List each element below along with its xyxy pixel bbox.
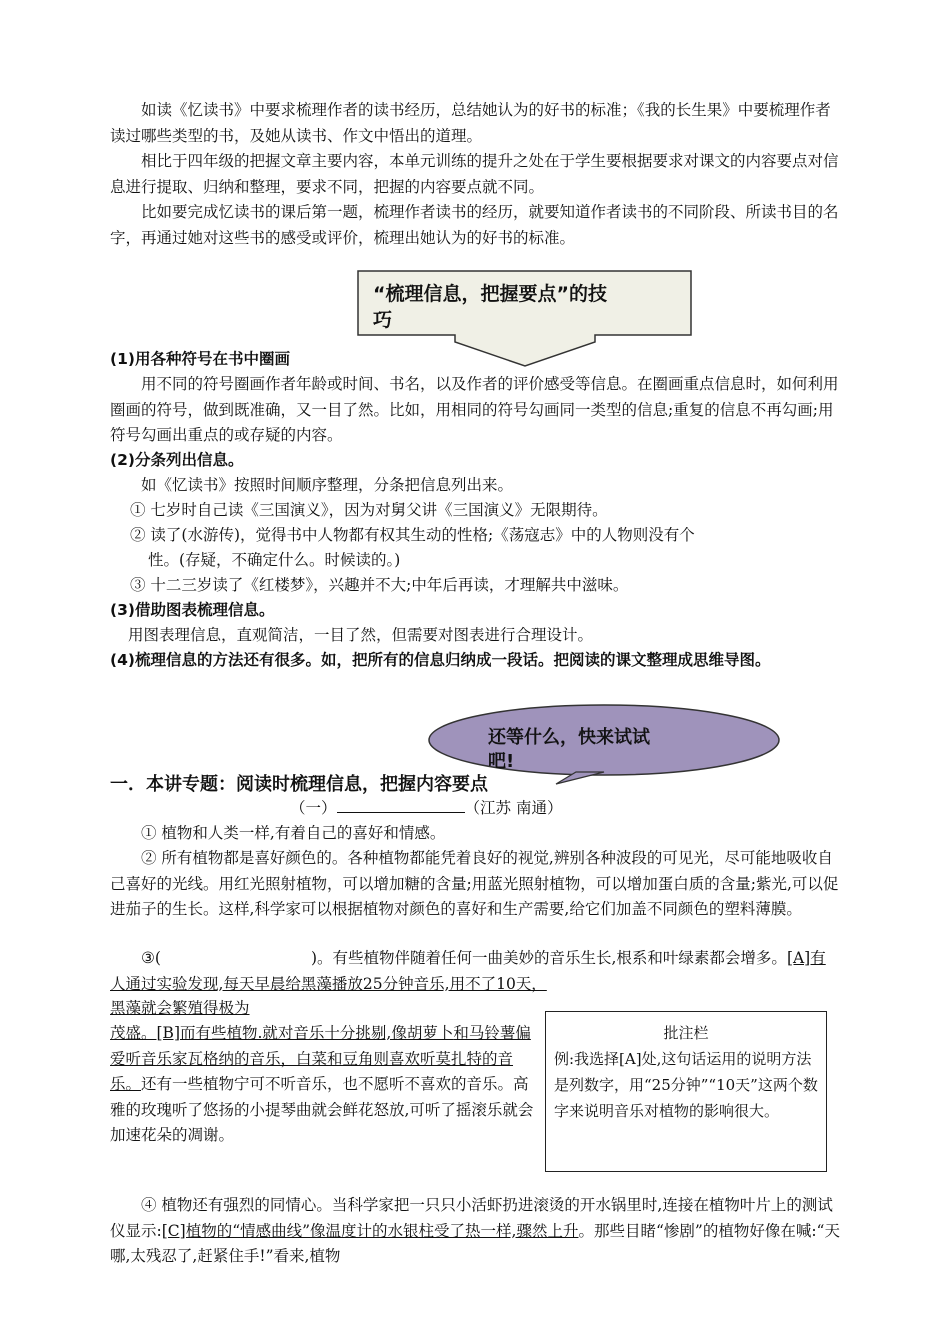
marked-sentence-a1: [A]有人通过实验发现,每天早晨给黑藻播放25分钟音乐,用不了10天， (110, 949, 826, 993)
paragraph-3-rest: 还有一些植物宁可不听音乐，也不愿听不喜欢的音乐。高雅的玫瑰听了悠扬的小提琴曲就会鲜花怒放,可听了摇滚乐就会加速花朵的凋谢。 (110, 1075, 534, 1144)
speech-bubble-line2: 吧! (488, 751, 515, 772)
arrow-callout-title (373, 281, 698, 333)
tip-heading-3: (3)借助图表梳理信息。 (110, 601, 275, 619)
intro-paragraph-2: 相比于四年级的把握文章主要内容，本单元训练的提升之处在于学生要根据要求对课文的内容要点对信息进行提取、归纳和整理，要求不同，把握的内容要点就不同。 (110, 152, 839, 196)
article-paragraph-1: ① 植物和人类一样,有着自己的喜好和情感。 (141, 824, 446, 842)
paragraph-4-end: 。那些目睹“惨剧”的植物好像在喊:“天哪,太残忍了,赶紧住手!”看来,植物 (110, 1221, 840, 1265)
annotation-body: 例:我选择[A]处,这句话运用的说明方法是列数字，用“25分钟”“10天”这两个数字来说明音乐对植物的影响很大。 (554, 1050, 818, 1120)
list-item-1: ① 七岁时自己读《三国演义》，因为对舅父讲《三国演义》无限期待。 (130, 501, 608, 519)
title-blank (337, 798, 465, 813)
tip-heading-4: (4)梳理信息的方法还有很多。如，把所有的信息归纳成一段话。把阅读的课文整理成思维导图。 (110, 651, 771, 669)
paragraph-4-start: ④ 植物还有强烈的同情心。当科学家把一只只小活虾扔进滚烫的开水锅里时,连接在植物叶片上的测试仪显示: (110, 1196, 833, 1240)
article-paragraph-3 (110, 946, 840, 997)
tip-paragraph-1: 用不同的符号圈画作者年龄或时间、书名，以及作者的评价感受等信息。在圈画重点信息时，如何利用圈画的符号，做到既准确，又一目了然。比如，用相同的符号勾画同一类型的信息;重复的信息不再勾画;用符号勾画出重点的或存疑的内容。 (110, 375, 839, 444)
marked-sentence-a2: 黑藻就会繁殖得极为 (110, 999, 250, 1017)
speech-bubble-line1: 还等什么，快来试试 (488, 727, 650, 748)
marked-sentence-b1: 茂盛。[B]而有些植物.就对音乐十分挑剔,像胡萝卜 (110, 1024, 454, 1042)
arrow-callout-line1: “梳理信息，把握要点”的技 (373, 283, 607, 305)
tip-paragraph-3: 用图表理信息，直观简洁，一目了然，但需要对图表进行合理设计。 (128, 626, 594, 644)
subtitle-source: （江苏 南通） (464, 799, 563, 817)
arrow-callout-line2: 巧 (373, 309, 393, 331)
intro-paragraph-1: 如读《忆读书》中要求梳理作者的读书经历，总结她认为的好书的标准；《我的长生果》中要梳理作者读过哪些类型的书，及她从读书、作文中悟出的道理。 (110, 101, 831, 145)
speech-bubble-text (488, 726, 733, 774)
tip-heading-2: (2)分条列出信息。 (110, 451, 244, 469)
section-heading: 一．本讲专题：阅读时梳理信息，把握内容要点 (110, 774, 488, 795)
article-paragraph-2: ② 所有植物都是喜好颜色的。各种植物都能凭着良好的视觉,辨别各种波段的可见光，尽可能地吸收自己喜好的光线。用红光照射植物，可以增加糖的含量;用蓝光照射植物，可以增加蛋白质的含量;紫光,可以促进茄子的生长。这样,科学家可以根据植物对颜色的喜好和生产需要,给它们加盖不同颜色的塑料薄膜。 (110, 849, 839, 918)
paragraph-3-start: ③( (141, 949, 161, 967)
list-item-2a: ② 读了(水游传)，觉得书中人物都有权其生动的性格;《荡寇志》中的人物则没有个 (130, 526, 695, 544)
article-paragraph-3-cont (110, 1021, 535, 1149)
tip-heading-1: (1)用各种符号在书中圈画 (110, 350, 290, 368)
list-item-3: ③ 十二三岁读了《红楼梦》，兴趣并不大;中年后再读，才理解共中滋味。 (130, 576, 629, 594)
paragraph-3-after: )。有些植物伴随着任何一曲美妙的音乐生长,根系和叶绿素都会增多。 (310, 949, 787, 967)
tip-paragraph-2: 如《忆读书》按照时间顺序整理，分条把信息列出来。 (141, 476, 514, 494)
annotation-title: 批注栏 (663, 1024, 709, 1042)
list-item-2b: 性。(存疑，不确定什么。时候读的。) (148, 551, 401, 569)
annotation-box (545, 1011, 827, 1172)
intro-paragraph-3: 比如要完成忆读书的课后第一题，梳理作者读书的经历，就要知道作者读书的不同阶段、所读书目的名字，再通过她对这些书的感受或评价，梳理出她认为的好书的标准。 (110, 203, 839, 247)
section-subtitle (290, 796, 650, 822)
marked-sentence-c: [C]植物的“情感曲线”像温度计的水银柱受了热一样,骤然上升 (161, 1221, 579, 1240)
marked-sentence-b2: 和马铃薯偏爱听音乐家瓦格纳的音乐，白菜和豆角则喜欢听莫扎特的音乐。 (110, 1024, 531, 1093)
article-paragraph-4 (110, 1193, 842, 1270)
subtitle-prefix: （一） (290, 799, 337, 817)
